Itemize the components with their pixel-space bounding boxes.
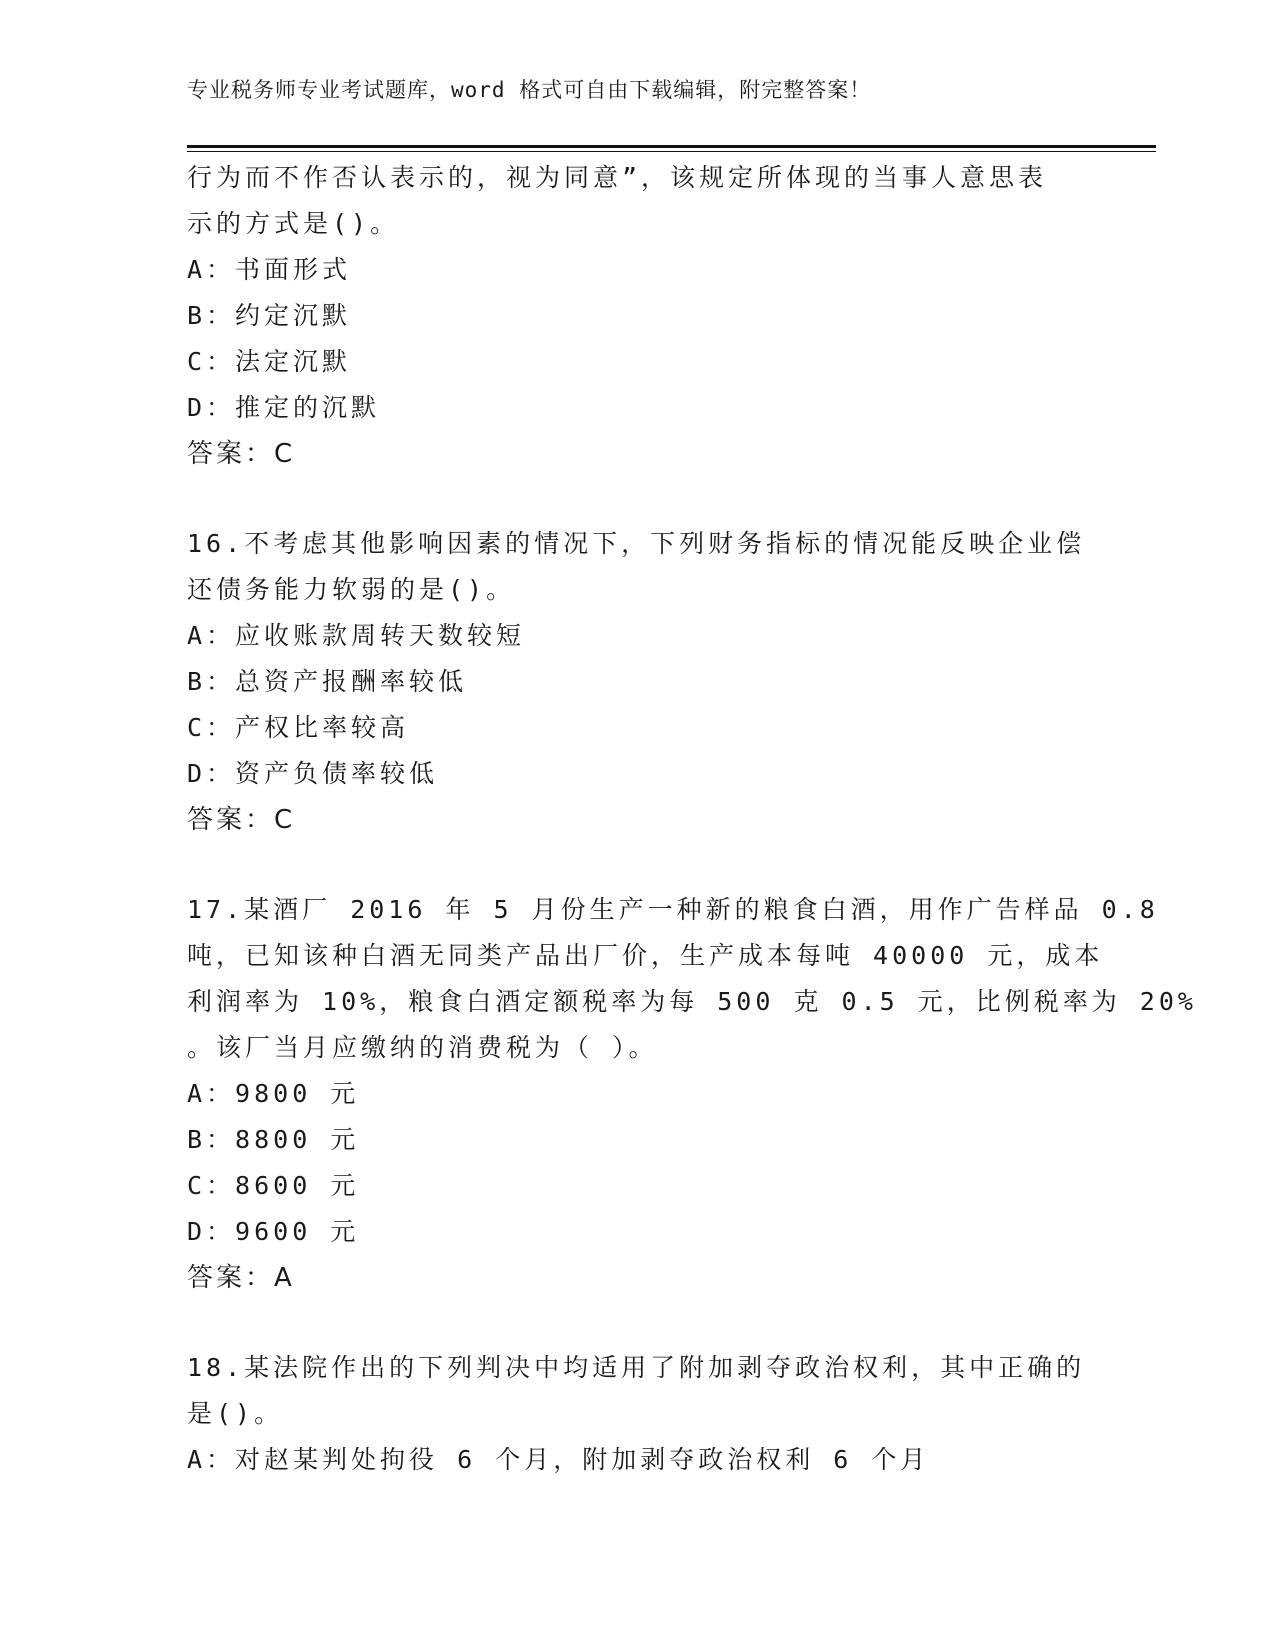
option-c: C：法定沉默 [187, 347, 352, 376]
header-divider-thin [187, 151, 1156, 152]
option-b: B：8800 元 [187, 1125, 360, 1154]
option-c: C：8600 元 [187, 1171, 360, 1200]
question-text: 还债务能力软弱的是()。 [187, 575, 516, 604]
question-16 [187, 521, 1087, 843]
question-text: 吨，已知该种白酒无同类产品出厂价，生产成本每吨 40000 元，成本 [187, 941, 1104, 970]
answer: 答案：C [187, 805, 296, 835]
header-divider [187, 145, 1156, 148]
option-a: A：对赵某判处拘役 6 个月，附加剥夺政治权利 6 个月 [187, 1445, 930, 1474]
question-15 [187, 155, 1087, 477]
question-17 [187, 887, 1197, 1301]
question-text: 是()。 [187, 1399, 284, 1428]
page-header: 专业税务师专业考试题库，word 格式可自由下载编辑，附完整答案！ [187, 78, 872, 102]
option-d: D：推定的沉默 [187, 393, 381, 422]
question-text: 17.某酒厂 2016 年 5 月份生产一种新的粮食白酒，用作广告样品 0.8 [187, 895, 1159, 924]
option-b: B：总资产报酬率较低 [187, 667, 468, 696]
option-a: A：应收账款周转天数较短 [187, 621, 526, 650]
option-d: D：资产负债率较低 [187, 759, 439, 788]
question-text: 18.某法院作出的下列判决中均适用了附加剥夺政治权利，其中正确的 [187, 1353, 1086, 1382]
answer: 答案：C [187, 439, 296, 469]
question-list [187, 155, 1197, 1483]
question-text: 利润率为 10%，粮食白酒定额税率为每 500 克 0.5 元，比例税率为 20% [187, 987, 1197, 1016]
option-d: D：9600 元 [187, 1217, 360, 1246]
question-text: 。该厂当月应缴纳的消费税为（ ）。 [187, 1033, 658, 1062]
option-b: B：约定沉默 [187, 301, 352, 330]
question-text: 16.不考虑其他影响因素的情况下，下列财务指标的情况能反映企业偿 [187, 529, 1086, 558]
question-text: 行为而不作否认表示的，视为同意”，该规定所体现的当事人意思表 [187, 163, 1048, 192]
question-text: 示的方式是()。 [187, 209, 400, 238]
option-a: A：9800 元 [187, 1079, 360, 1108]
option-c: C：产权比率较高 [187, 713, 410, 742]
answer: 答案：A [187, 1263, 295, 1293]
option-a: A：书面形式 [187, 255, 352, 284]
question-18 [187, 1345, 1087, 1483]
